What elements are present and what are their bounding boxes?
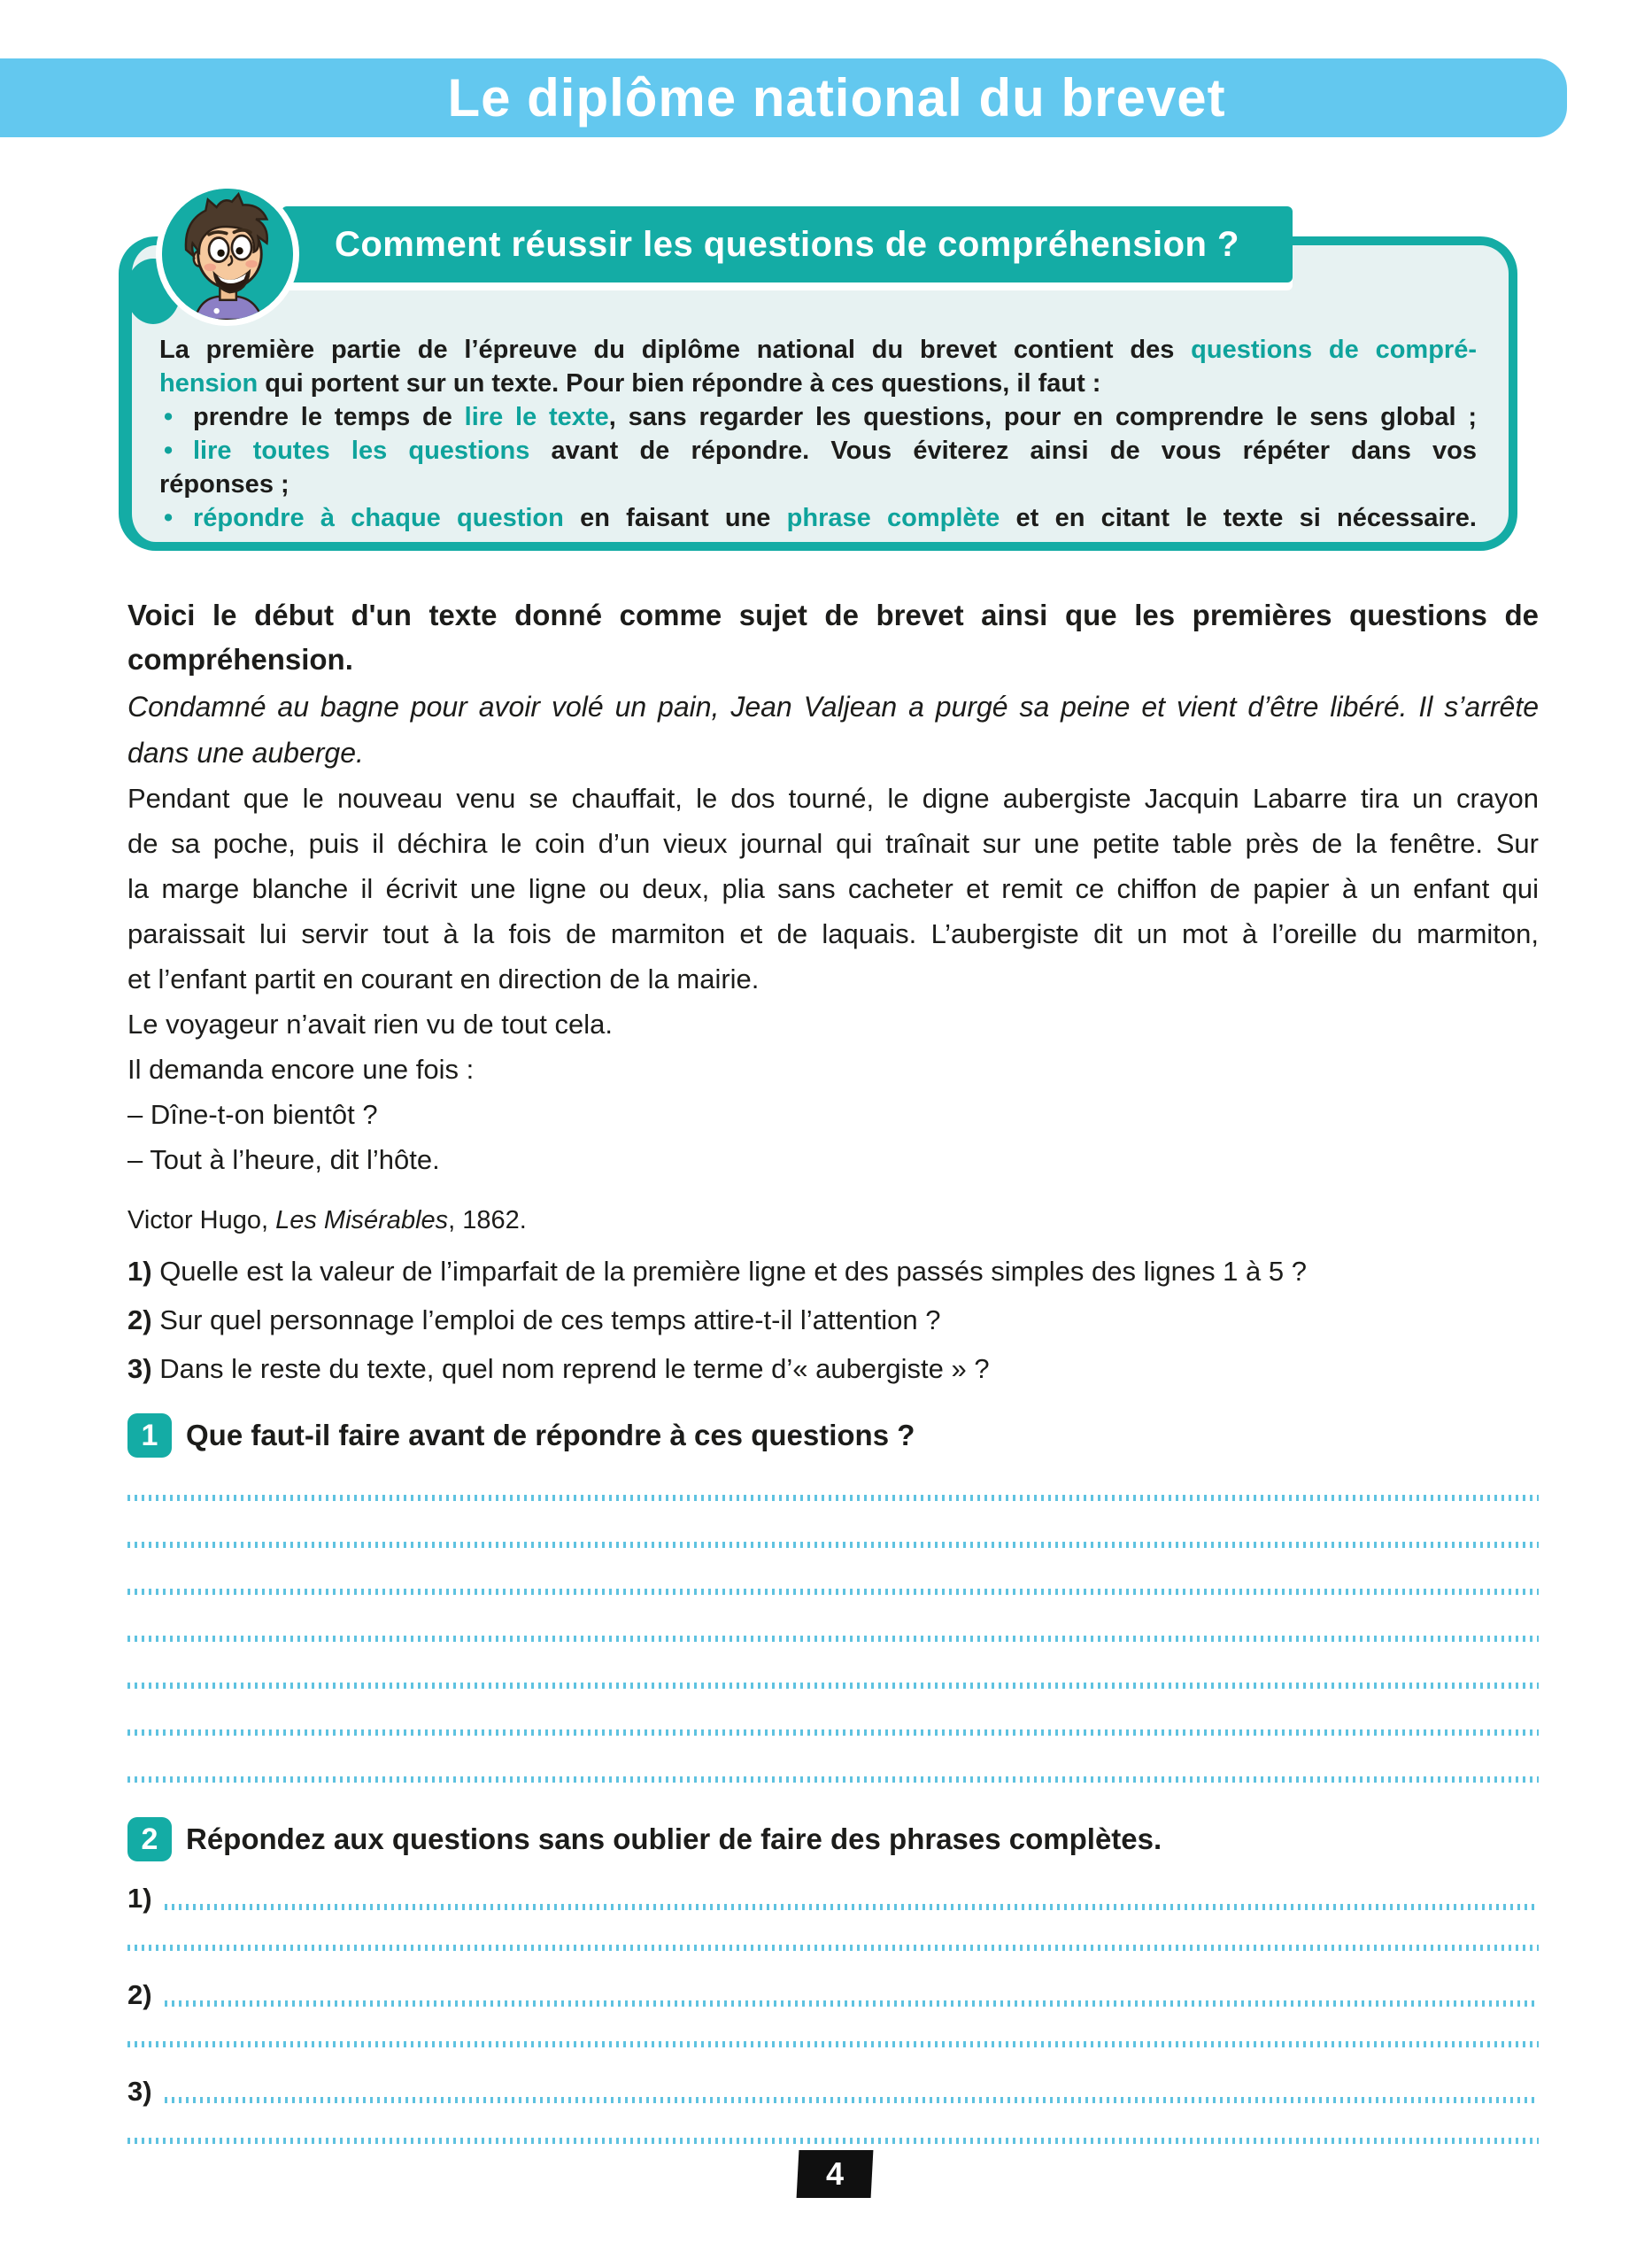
bullet-icon: •	[164, 403, 174, 431]
bullet-icon: •	[164, 437, 174, 465]
answer-blank-line	[127, 1636, 1539, 1642]
page-number: 4	[825, 2155, 845, 2192]
exercise-2-header	[127, 1817, 1162, 1861]
text-line: 1) Quelle est la valeur de l’imparfait de la première ligne et des passés simples des lignes 1 à 5 ?	[127, 1256, 1307, 1287]
answer-blank-line	[127, 1683, 1539, 1689]
tip-box-header	[282, 206, 1293, 282]
answer-blank-line	[165, 1904, 1539, 1910]
answer-row	[127, 2076, 1539, 2108]
comprehension-questions	[127, 1247, 1539, 1393]
tip-box-text	[132, 245, 1509, 535]
answer-blank-line	[127, 1495, 1539, 1501]
text-line: Pendant que le nouveau venu se chauffait, le dos tourné, le digne aubergiste Jacquin Labarre tira un crayon	[127, 783, 1539, 814]
exercise-2-number-badge: 2	[127, 1817, 172, 1861]
answer-blank-line	[127, 1945, 1539, 1951]
text-line: la marge blanche il écrivit une ligne ou deux, plia sans cacheter et remit ce chiffon de papier à un enfant qui	[127, 873, 1539, 904]
reading-passage	[127, 776, 1539, 1182]
answer-blank-line	[165, 2000, 1539, 2007]
answer-blank-line	[127, 2041, 1539, 2047]
text-line: Condamné au bagne pour avoir volé un pain, Jean Valjean a purgé sa peine et vient d’être libéré. Il s’arrête	[127, 691, 1539, 723]
reading-intro	[127, 593, 1539, 682]
exercise-1-number-badge: 1	[127, 1413, 172, 1458]
reading-attribution	[127, 1206, 1539, 1235]
text-line: 2) Sur quel personnage l’emploi de ces temps attire-t-il l’attention ?	[127, 1304, 941, 1335]
text-line: hension qui portent sur un texte. Pour bien répondre à ces questions, il faut :	[159, 369, 1101, 398]
answer-blank-line	[127, 2138, 1539, 2144]
text-line: 3) Dans le reste du texte, quel nom reprend le terme d’« aubergiste » ?	[127, 1353, 990, 1384]
answer-label: 2)	[127, 1979, 152, 2010]
answer-label: 1)	[127, 1883, 152, 1914]
text-line: Il demanda encore une fois :	[127, 1054, 475, 1085]
exercise-1-answer-lines	[127, 1495, 1539, 1783]
text-line: • prendre le temps de lire le texte, sans regarder les questions, pour en comprendre le sens global ;	[159, 400, 1477, 434]
text-line: paraissait lui servir tout à la fois de marmiton et de laquais. L’aubergiste dit un mot à l’oreille du marmiton,	[127, 918, 1539, 949]
text-line: Victor Hugo, Les Misérables, 1862.	[127, 1206, 527, 1234]
text-line: La première partie de l’épreuve du diplôme national du brevet contient des questions de compré-	[159, 336, 1477, 364]
text-line: et l’enfant partit en courant en direction de la mairie.	[127, 963, 760, 994]
answer-row	[127, 1979, 1539, 2011]
text-line: – Tout à l’heure, dit l’hôte.	[127, 1144, 440, 1175]
text-line: • lire toutes les questions avant de répondre. Vous éviterez ainsi de vous répéter dans vos	[159, 434, 1477, 468]
answer-blank-line	[127, 1776, 1539, 1783]
exercise-2-title: Répondez aux questions sans oublier de faire des phrases complètes.	[186, 1822, 1162, 1855]
exercise-1-title: Que faut-il faire avant de répondre à ces questions ?	[186, 1419, 915, 1451]
answer-blank-line	[127, 1589, 1539, 1595]
tip-box-header-title: Comment réussir les questions de compréhension ?	[334, 224, 1239, 264]
answer-row	[127, 1883, 1539, 1915]
answer-blank-line	[165, 2097, 1539, 2103]
text-line: compréhension.	[127, 643, 353, 676]
bullet-icon: •	[164, 504, 174, 532]
reading-chapeau	[127, 684, 1539, 776]
text-line: réponses ;	[159, 470, 289, 499]
text-line: – Dîne-t-on bientôt ?	[127, 1099, 378, 1130]
page-title: Le diplôme national du brevet	[447, 68, 1226, 128]
boy-face-illustration	[162, 189, 293, 320]
chapter-banner	[0, 58, 1567, 137]
text-line: Le voyageur n’avait rien vu de tout cela.	[127, 1009, 614, 1040]
page-number-badge	[797, 2150, 874, 2198]
answer-label: 3)	[127, 2076, 152, 2107]
tip-box	[119, 236, 1517, 551]
text-line: dans une auberge.	[127, 737, 364, 769]
text-line: • répondre à chaque question en faisant une phrase complète et en citant le texte si nécessaire.	[159, 501, 1477, 535]
text-line: de sa poche, puis il déchira le coin d’un vieux journal qui traînait sur une petite table près de la fenêtre. Sur	[127, 828, 1539, 859]
answer-blank-line	[127, 1542, 1539, 1548]
answer-blank-line	[127, 1729, 1539, 1736]
exercise-1-header	[127, 1413, 915, 1458]
boy-face-icon	[156, 182, 299, 326]
text-line: Voici le début d'un texte donné comme sujet de brevet ainsi que les premières questions de	[127, 599, 1539, 631]
exercise-2-answers	[127, 1883, 1539, 2144]
